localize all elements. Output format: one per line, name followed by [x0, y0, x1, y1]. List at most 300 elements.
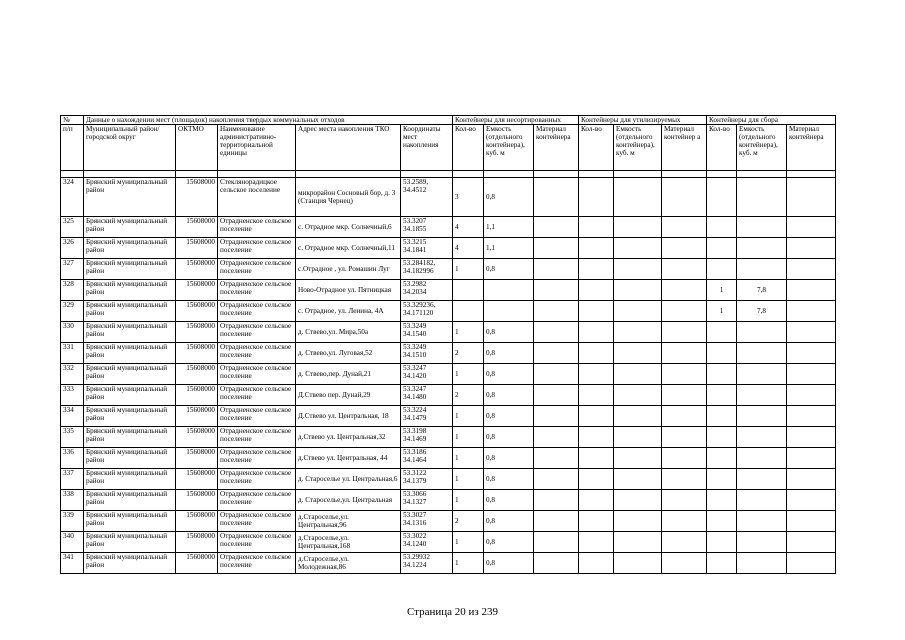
address-cell: д. Староселье ул. Центральная,6 — [296, 469, 401, 490]
address-cell: Д.Ствево пер. Дунай,29 — [296, 385, 401, 406]
coords-cell: 53.2982 34.2034 — [401, 280, 453, 301]
district-cell: Брянский муниципальный район — [84, 217, 176, 238]
unsorted-volume-cell: 0,8 — [484, 469, 534, 490]
unsorted-material-cell — [534, 448, 579, 469]
address-cell: д.Староселье,ул. Центральная,168 — [296, 532, 401, 553]
unsorted-volume-cell: 0,8 — [484, 259, 534, 280]
header-col-unsorted-material: Материал контейнера — [534, 125, 579, 171]
unsorted-qty-cell: 2 — [453, 385, 484, 406]
header-pp: п/п — [61, 125, 84, 171]
header-col-recyclable-qty: Кол-во — [579, 125, 614, 171]
oktmo-cell: 15608000 — [176, 364, 218, 385]
collection-material-cell — [787, 178, 836, 217]
oktmo-cell: 15608000 — [176, 301, 218, 322]
recyclable-volume-cell — [614, 343, 662, 364]
collection-qty-cell — [707, 427, 737, 448]
recyclable-material-cell — [662, 490, 707, 511]
district-cell: Брянский муниципальный район — [84, 448, 176, 469]
unsorted-qty-cell: 4 — [453, 217, 484, 238]
address-cell: д. Ствево,пер. Дунай,21 — [296, 364, 401, 385]
unsorted-material-cell — [534, 553, 579, 574]
recyclable-qty-cell — [579, 217, 614, 238]
row-number: 338 — [61, 490, 84, 511]
recyclable-material-cell — [662, 343, 707, 364]
collection-material-cell — [787, 427, 836, 448]
unsorted-qty-cell: 1 — [453, 490, 484, 511]
district-cell: Брянский муниципальный район — [84, 553, 176, 574]
unsorted-qty-cell: 1 — [453, 322, 484, 343]
unit-cell: Отрадненское сельское поселение — [218, 217, 296, 238]
unsorted-material-cell — [534, 238, 579, 259]
oktmo-cell: 15608000 — [176, 259, 218, 280]
header-col-oktmo: ОКТМО — [176, 125, 218, 171]
district-cell: Брянский муниципальный район — [84, 259, 176, 280]
coords-cell: 53.329236, 34.171120 — [401, 301, 453, 322]
recyclable-qty-cell — [579, 406, 614, 427]
unsorted-volume-cell — [484, 301, 534, 322]
unit-cell: Отрадненское сельское поселение — [218, 448, 296, 469]
unit-cell: Отрадненское сельское поселение — [218, 406, 296, 427]
recyclable-material-cell — [662, 178, 707, 217]
header-col-district: Муниципальный район/городской округ — [84, 125, 176, 171]
unit-cell: Отрадненское сельское поселение — [218, 322, 296, 343]
oktmo-cell: 15608000 — [176, 238, 218, 259]
row-number: 335 — [61, 427, 84, 448]
unit-cell: Отрадненское сельское поселение — [218, 385, 296, 406]
unsorted-qty-cell: 1 — [453, 532, 484, 553]
unsorted-volume-cell — [484, 280, 534, 301]
district-cell: Брянский муниципальный район — [84, 343, 176, 364]
recyclable-material-cell — [662, 217, 707, 238]
collection-material-cell — [787, 448, 836, 469]
oktmo-cell: 15608000 — [176, 343, 218, 364]
table-row — [61, 427, 836, 448]
unsorted-qty-cell: 1 — [453, 553, 484, 574]
table-row — [61, 532, 836, 553]
oktmo-cell: 15608000 — [176, 448, 218, 469]
recyclable-qty-cell — [579, 364, 614, 385]
recyclable-qty-cell — [579, 259, 614, 280]
district-cell: Брянский муниципальный район — [84, 178, 176, 217]
collection-material-cell — [787, 217, 836, 238]
unsorted-material-cell — [534, 364, 579, 385]
table-row — [61, 385, 836, 406]
oktmo-cell: 15608000 — [176, 553, 218, 574]
collection-qty-cell — [707, 385, 737, 406]
unit-cell: Стеклянорадицкое сельское поселение — [218, 178, 296, 217]
unsorted-material-cell — [534, 217, 579, 238]
row-number: 334 — [61, 406, 84, 427]
unsorted-qty-cell: 2 — [453, 511, 484, 532]
collection-volume-cell — [737, 490, 787, 511]
unit-cell: Отрадненское сельское поселение — [218, 280, 296, 301]
unsorted-volume-cell: 0,8 — [484, 532, 534, 553]
unsorted-volume-cell: 0,8 — [484, 427, 534, 448]
address-cell: д.Ствево ул. Центральная,32 — [296, 427, 401, 448]
address-cell: д.Староселье,ул. Молодежная,86 — [296, 553, 401, 574]
table-row — [61, 490, 836, 511]
collection-qty-cell — [707, 490, 737, 511]
collection-material-cell — [787, 406, 836, 427]
collection-qty-cell — [707, 469, 737, 490]
unsorted-material-cell — [534, 385, 579, 406]
recyclable-qty-cell — [579, 448, 614, 469]
recyclable-material-cell — [662, 427, 707, 448]
unsorted-material-cell — [534, 532, 579, 553]
address-cell: д. Ствево,ул. Луговая,52 — [296, 343, 401, 364]
oktmo-cell: 15608000 — [176, 385, 218, 406]
oktmo-cell: 15608000 — [176, 532, 218, 553]
collection-material-cell — [787, 238, 836, 259]
unsorted-volume-cell: 1,1 — [484, 238, 534, 259]
recyclable-material-cell — [662, 406, 707, 427]
coords-cell: 53.3198 34.1469 — [401, 427, 453, 448]
row-number: 328 — [61, 280, 84, 301]
spacer-row — [61, 171, 836, 178]
recyclable-volume-cell — [614, 259, 662, 280]
recyclable-qty-cell — [579, 532, 614, 553]
row-number: 340 — [61, 532, 84, 553]
recyclable-material-cell — [662, 385, 707, 406]
oktmo-cell: 15608000 — [176, 217, 218, 238]
oktmo-cell: 15608000 — [176, 511, 218, 532]
header-num: № — [61, 116, 84, 125]
unsorted-qty-cell: 1 — [453, 406, 484, 427]
recyclable-volume-cell — [614, 553, 662, 574]
address-cell: д. Староселье,ул. Центральная — [296, 490, 401, 511]
collection-material-cell — [787, 280, 836, 301]
recyclable-material-cell — [662, 532, 707, 553]
row-number: 327 — [61, 259, 84, 280]
address-cell: с.Отрадное , ул. Ромашин Луг — [296, 259, 401, 280]
collection-qty-cell — [707, 343, 737, 364]
table-row — [61, 511, 836, 532]
header-group-row — [61, 116, 836, 125]
unsorted-volume-cell: 0,8 — [484, 385, 534, 406]
coords-cell: 53.284182, 34.182996 — [401, 259, 453, 280]
collection-material-cell — [787, 511, 836, 532]
coords-cell: 53.3186 34.1464 — [401, 448, 453, 469]
row-number: 332 — [61, 364, 84, 385]
coords-cell: 53.3022 34.1240 — [401, 532, 453, 553]
unit-cell: Отрадненское сельское поселение — [218, 490, 296, 511]
unsorted-qty-cell: 1 — [453, 259, 484, 280]
unsorted-volume-cell: 0,8 — [484, 343, 534, 364]
collection-volume-cell — [737, 238, 787, 259]
address-cell: с. Отрадное мкр. Солнечный,11 — [296, 238, 401, 259]
oktmo-cell: 15608000 — [176, 490, 218, 511]
collection-qty-cell — [707, 238, 737, 259]
header-group-unsorted: Контейнеры для несортированных — [453, 116, 579, 125]
unit-cell: Отрадненское сельское поселение — [218, 238, 296, 259]
row-number: 325 — [61, 217, 84, 238]
row-number: 329 — [61, 301, 84, 322]
collection-material-cell — [787, 490, 836, 511]
collection-material-cell — [787, 364, 836, 385]
recyclable-qty-cell — [579, 511, 614, 532]
header-col-coords: Координаты мест накопления — [401, 125, 453, 171]
unit-cell: Отрадненское сельское поселение — [218, 259, 296, 280]
coords-cell: 53.29932 34.1224 — [401, 553, 453, 574]
unit-cell: Отрадненское сельское поселение — [218, 364, 296, 385]
recyclable-volume-cell — [614, 406, 662, 427]
recyclable-volume-cell — [614, 178, 662, 217]
unsorted-volume-cell: 0,8 — [484, 511, 534, 532]
unsorted-material-cell — [534, 427, 579, 448]
district-cell: Брянский муниципальный район — [84, 238, 176, 259]
unsorted-material-cell — [534, 343, 579, 364]
district-cell: Брянский муниципальный район — [84, 301, 176, 322]
collection-material-cell — [787, 385, 836, 406]
collection-qty-cell — [707, 511, 737, 532]
oktmo-cell: 15608000 — [176, 469, 218, 490]
collection-volume-cell — [737, 553, 787, 574]
coords-cell: 53.3122 34.1379 — [401, 469, 453, 490]
header-col-recyclable-volume: Емкость (отдельного контейнера), куб. м — [614, 125, 662, 171]
unsorted-qty-cell: 3 — [453, 178, 484, 217]
recyclable-material-cell — [662, 322, 707, 343]
recyclable-volume-cell — [614, 385, 662, 406]
recyclable-volume-cell — [614, 448, 662, 469]
recyclable-qty-cell — [579, 469, 614, 490]
table-row — [61, 469, 836, 490]
row-number: 330 — [61, 322, 84, 343]
recyclable-volume-cell — [614, 532, 662, 553]
recyclable-volume-cell — [614, 427, 662, 448]
recyclable-qty-cell — [579, 322, 614, 343]
collection-qty-cell — [707, 259, 737, 280]
row-number: 333 — [61, 385, 84, 406]
collection-volume-cell — [737, 532, 787, 553]
address-cell: д.Староселье,ул. Центральная,96 — [296, 511, 401, 532]
recyclable-qty-cell — [579, 238, 614, 259]
unsorted-material-cell — [534, 469, 579, 490]
header-col-collection-material: Материал контейнера — [787, 125, 836, 171]
district-cell: Брянский муниципальный район — [84, 490, 176, 511]
collection-qty-cell: 1 — [707, 280, 737, 301]
district-cell: Брянский муниципальный район — [84, 511, 176, 532]
table-row — [61, 217, 836, 238]
table-row — [61, 322, 836, 343]
unsorted-qty-cell: 2 — [453, 343, 484, 364]
coords-cell: 53.3247 34.1420 — [401, 364, 453, 385]
unit-cell: Отрадненское сельское поселение — [218, 343, 296, 364]
recyclable-qty-cell — [579, 301, 614, 322]
header-col-address: Адрес места накопления ТКО — [296, 125, 401, 171]
header-col-unsorted-volume: Емкость (отдельного контейнера), куб. м — [484, 125, 534, 171]
unsorted-material-cell — [534, 280, 579, 301]
table-row — [61, 553, 836, 574]
collection-volume-cell — [737, 259, 787, 280]
row-number: 326 — [61, 238, 84, 259]
unsorted-material-cell — [534, 511, 579, 532]
address-cell: с. Отрадное мкр. Солнечный,6 — [296, 217, 401, 238]
address-cell: д. Ствево,ул. Мира,50а — [296, 322, 401, 343]
unsorted-qty-cell: 4 — [453, 238, 484, 259]
recyclable-material-cell — [662, 469, 707, 490]
collection-volume-cell — [737, 469, 787, 490]
unsorted-volume-cell: 0,8 — [484, 490, 534, 511]
unit-cell: Отрадненское сельское поселение — [218, 301, 296, 322]
recyclable-qty-cell — [579, 385, 614, 406]
collection-qty-cell — [707, 178, 737, 217]
district-cell: Брянский муниципальный район — [84, 364, 176, 385]
recyclable-volume-cell — [614, 511, 662, 532]
collection-qty-cell — [707, 532, 737, 553]
unit-cell: Отрадненское сельское поселение — [218, 469, 296, 490]
recyclable-volume-cell — [614, 469, 662, 490]
unsorted-qty-cell — [453, 280, 484, 301]
recyclable-volume-cell — [614, 322, 662, 343]
recyclable-qty-cell — [579, 178, 614, 217]
unit-cell: Отрадненское сельское поселение — [218, 427, 296, 448]
recyclable-material-cell — [662, 238, 707, 259]
district-cell: Брянский муниципальный район — [84, 280, 176, 301]
oktmo-cell: 15608000 — [176, 427, 218, 448]
coords-cell: 53.3224 34.1479 — [401, 406, 453, 427]
recyclable-volume-cell — [614, 364, 662, 385]
header-col-recyclable-material: Материал контейнер а — [662, 125, 707, 171]
recyclable-volume-cell — [614, 301, 662, 322]
collection-volume-cell — [737, 406, 787, 427]
collection-volume-cell — [737, 343, 787, 364]
table-row — [61, 280, 836, 301]
row-number: 339 — [61, 511, 84, 532]
recyclable-qty-cell — [579, 343, 614, 364]
unsorted-material-cell — [534, 301, 579, 322]
recyclable-qty-cell — [579, 280, 614, 301]
unsorted-material-cell — [534, 490, 579, 511]
row-number: 337 — [61, 469, 84, 490]
collection-volume-cell — [737, 427, 787, 448]
table-row — [61, 178, 836, 217]
collection-volume-cell — [737, 385, 787, 406]
unsorted-volume-cell: 1,1 — [484, 217, 534, 238]
address-cell: микрорайон Сосновый бор, д. 3 (Станция Чернец) — [296, 178, 401, 217]
header-group-collection: Контейнеры для сбора — [707, 116, 836, 125]
row-number: 331 — [61, 343, 84, 364]
recyclable-material-cell — [662, 301, 707, 322]
unsorted-volume-cell: 0,8 — [484, 364, 534, 385]
district-cell: Брянский муниципальный район — [84, 322, 176, 343]
collection-volume-cell: 7,8 — [737, 280, 787, 301]
district-cell: Брянский муниципальный район — [84, 385, 176, 406]
collection-material-cell — [787, 343, 836, 364]
coords-cell: 53.3249 34.1510 — [401, 343, 453, 364]
unit-cell: Отрадненское сельское поселение — [218, 532, 296, 553]
header-columns-row — [61, 125, 836, 171]
collection-volume-cell — [737, 178, 787, 217]
row-number: 324 — [61, 178, 84, 217]
header-col-collection-volume: Емкость (отдельного контейнера), куб. м — [737, 125, 787, 171]
collection-material-cell — [787, 532, 836, 553]
unsorted-material-cell — [534, 322, 579, 343]
oktmo-cell: 15608000 — [176, 280, 218, 301]
unsorted-volume-cell: 0,8 — [484, 322, 534, 343]
unsorted-volume-cell: 0,8 — [484, 448, 534, 469]
collection-volume-cell — [737, 448, 787, 469]
recyclable-material-cell — [662, 280, 707, 301]
address-cell: Д.Ствево ул. Центральная, 18 — [296, 406, 401, 427]
collection-qty-cell — [707, 406, 737, 427]
collection-material-cell — [787, 553, 836, 574]
recyclable-volume-cell — [614, 217, 662, 238]
row-number: 336 — [61, 448, 84, 469]
unsorted-material-cell — [534, 178, 579, 217]
unsorted-volume-cell: 0,8 — [484, 178, 534, 217]
collection-qty-cell — [707, 448, 737, 469]
unsorted-qty-cell: 1 — [453, 364, 484, 385]
waste-sites-table — [60, 115, 836, 574]
collection-qty-cell — [707, 553, 737, 574]
collection-volume-cell — [737, 511, 787, 532]
district-cell: Брянский муниципальный район — [84, 532, 176, 553]
address-cell: д.Ствево ул. Центральная, 44 — [296, 448, 401, 469]
unsorted-qty-cell: 1 — [453, 427, 484, 448]
header-col-unit: Наименование административно-территориальной единицы — [218, 125, 296, 171]
header-col-collection-qty: Кол-во — [707, 125, 737, 171]
table-row — [61, 259, 836, 280]
address-cell: Ново-Отрадное ул. Пятницкая — [296, 280, 401, 301]
table-row — [61, 448, 836, 469]
oktmo-cell: 15608000 — [176, 322, 218, 343]
collection-volume-cell — [737, 217, 787, 238]
recyclable-material-cell — [662, 553, 707, 574]
row-number: 341 — [61, 553, 84, 574]
unsorted-material-cell — [534, 259, 579, 280]
unsorted-qty-cell — [453, 301, 484, 322]
recyclable-qty-cell — [579, 553, 614, 574]
table-row — [61, 343, 836, 364]
unit-cell: Отрадненское сельское поселение — [218, 511, 296, 532]
district-cell: Брянский муниципальный район — [84, 427, 176, 448]
recyclable-qty-cell — [579, 490, 614, 511]
recyclable-qty-cell — [579, 427, 614, 448]
header-group-recyclable: Контейнеры для утилизируемых — [579, 116, 707, 125]
recyclable-material-cell — [662, 448, 707, 469]
collection-qty-cell — [707, 322, 737, 343]
coords-cell: 53.3066 34.1327 — [401, 490, 453, 511]
page-number: Страница 20 из 239 — [406, 606, 499, 618]
table-row — [61, 406, 836, 427]
header-col-unsorted-qty: Кол-во — [453, 125, 484, 171]
unsorted-qty-cell: 1 — [453, 448, 484, 469]
recyclable-material-cell — [662, 259, 707, 280]
address-cell: с. Отрадное, ул. Ленина, 4А — [296, 301, 401, 322]
unit-cell: Отрадненское сельское поселение — [218, 553, 296, 574]
table-row — [61, 238, 836, 259]
district-cell: Брянский муниципальный район — [84, 469, 176, 490]
recyclable-material-cell — [662, 364, 707, 385]
recyclable-volume-cell — [614, 280, 662, 301]
recyclable-volume-cell — [614, 238, 662, 259]
collection-volume-cell — [737, 364, 787, 385]
oktmo-cell: 15608000 — [176, 178, 218, 217]
collection-volume-cell: 7,8 — [737, 301, 787, 322]
header-group-location: Данные о нахождении мест (площадок) накопления твердых коммунальных отходов — [84, 116, 453, 125]
collection-qty-cell: 1 — [707, 301, 737, 322]
recyclable-volume-cell — [614, 490, 662, 511]
collection-material-cell — [787, 469, 836, 490]
collection-material-cell — [787, 301, 836, 322]
unsorted-volume-cell: 0,8 — [484, 406, 534, 427]
oktmo-cell: 15608000 — [176, 406, 218, 427]
coords-cell: 53.3027 34.1316 — [401, 511, 453, 532]
coords-cell: 53.3215 34.1841 — [401, 238, 453, 259]
coords-cell: 53.3207 34.1855 — [401, 217, 453, 238]
collection-qty-cell — [707, 364, 737, 385]
recyclable-material-cell — [662, 511, 707, 532]
